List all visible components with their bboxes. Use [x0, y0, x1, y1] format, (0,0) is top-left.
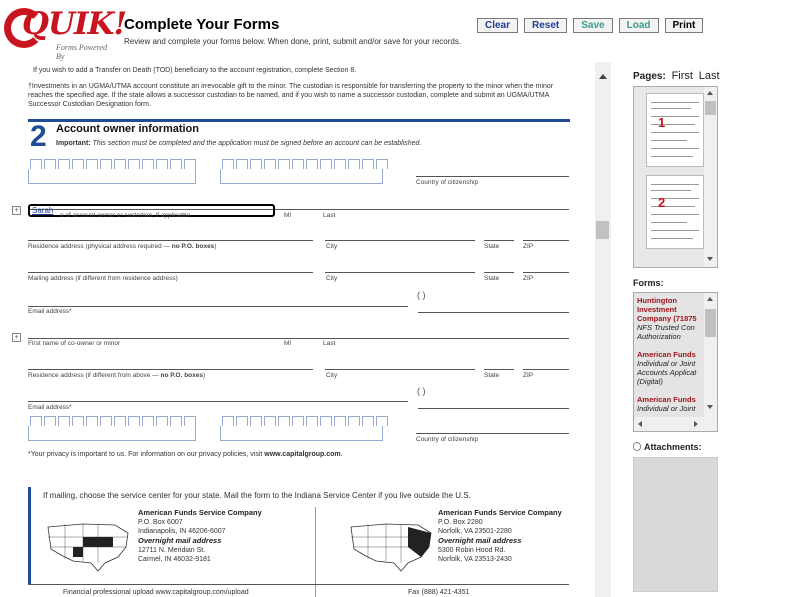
zip-line [523, 240, 569, 241]
citizenship-line-2 [416, 433, 569, 434]
page-1-number: 1 [658, 115, 666, 130]
mailing-box-accent [28, 487, 31, 584]
phone-area-code: ( ) [417, 290, 426, 300]
email2-label: Email address* [28, 404, 72, 411]
us-map-east-icon [346, 519, 436, 574]
mailing-label: Mailing address (if different from residence address) [28, 275, 178, 282]
page-title: Complete Your Forms [124, 16, 280, 33]
page-subtitle: Review and complete your forms below. When done, print, submit and/or save for your records. [124, 37, 462, 46]
section-number: 2 [30, 120, 47, 153]
forms-scroll-up-icon[interactable] [707, 297, 713, 301]
residence-label-bold: no P.O. boxes [171, 243, 215, 250]
important-label: Important: [56, 140, 91, 147]
residence-label-end: ) [214, 243, 217, 250]
left-box: P.O. Box 6007 [138, 519, 183, 526]
quik-logo [0, 2, 127, 61]
indiana-address [138, 508, 262, 564]
top-cut-text: If you wish to add a Transfer on Death (TOD) beneficiary to the account registration, complete Section 8. [33, 67, 357, 74]
mailing-zip-line [523, 272, 569, 273]
expand-owner-toggle[interactable]: + [12, 206, 21, 215]
state-label: State [484, 243, 500, 250]
residence-label [28, 243, 216, 250]
forms-list [633, 292, 718, 432]
ssn-boxes[interactable] [30, 159, 196, 169]
country-citizenship-label: Country of citizenship [416, 179, 479, 186]
attachments-header [633, 442, 702, 452]
mailing-zip-label: ZIP [523, 275, 534, 282]
form-item-1[interactable] [637, 296, 705, 341]
page-thumb-1[interactable] [646, 93, 704, 167]
last-label: Last [323, 212, 336, 219]
state2-line [484, 369, 514, 370]
mailing-line [28, 272, 313, 273]
left-overnight: Overnight mail address [138, 536, 222, 545]
residence2-label-end: ) [203, 372, 206, 379]
phone-line [418, 312, 569, 313]
dob-field[interactable] [220, 169, 383, 184]
residence2-label [28, 372, 205, 379]
section-note-text: This section must be completed and the application must be signed before an account can be established. [90, 140, 422, 147]
email-line [28, 306, 408, 307]
clear-button[interactable]: Clear [477, 18, 518, 33]
thumbs-scroll-down-icon[interactable] [707, 257, 713, 261]
forms-scrollbar[interactable] [704, 293, 717, 417]
logo-text: QUIK! [22, 6, 127, 42]
paperclip-icon [633, 442, 641, 451]
coowner-last-label: Last [323, 340, 336, 347]
expand-coowner-toggle[interactable]: + [12, 333, 21, 342]
privacy-link: www.capitalgroup.com [264, 451, 341, 458]
thumbs-scroll-thumb[interactable] [705, 101, 716, 115]
form-2-desc1: Individual or Joint [637, 359, 696, 368]
zip2-label: ZIP [523, 372, 534, 379]
privacy-end: . [340, 451, 343, 458]
upload-info: Financial professional upload www.capitalgroup.com/upload [63, 589, 249, 596]
residence2-line [28, 369, 313, 370]
thumbs-scroll-up-icon[interactable] [707, 91, 713, 95]
form-1-desc1: NFS Trusted Con [637, 323, 695, 332]
left-company: American Funds Service Company [138, 508, 262, 517]
citizenship-line-1 [416, 176, 569, 177]
scroll-up-icon[interactable] [599, 74, 607, 79]
form-3-name: American Funds [637, 395, 696, 404]
ssn2-field[interactable] [28, 426, 196, 441]
residence-line [28, 240, 313, 241]
us-map-west-icon [43, 519, 133, 574]
right-city: Norfolk, VA 23501-2280 [438, 528, 512, 535]
dob-boxes[interactable] [222, 159, 388, 169]
ssn-field[interactable] [28, 169, 196, 184]
last-page-link[interactable]: Last [698, 70, 720, 82]
mailing-state-label: State [484, 275, 500, 282]
form-1-desc2: Authorization [637, 332, 681, 341]
form-2-desc3: (Digital) [637, 377, 663, 386]
forms-hscrollbar[interactable] [634, 417, 717, 431]
mailing-state-line [484, 272, 514, 273]
forms-scroll-right-icon[interactable] [694, 421, 698, 427]
forms-scroll-down-icon[interactable] [707, 405, 713, 409]
section-title: Account owner information [56, 123, 199, 135]
forms-scroll-thumb[interactable] [705, 309, 716, 337]
mailing-city-line [325, 272, 475, 273]
first-name-label: e of account owner or custodian, if applicable [60, 212, 191, 219]
form-1-name: Huntington Investment Company (71875 [637, 296, 697, 323]
residence2-label-bold: no P.O. boxes [160, 372, 203, 379]
forms-scroll-left-icon[interactable] [638, 421, 642, 427]
page-thumbnails [633, 86, 718, 268]
page-2-number: 2 [658, 195, 666, 210]
coowner-mi-label: MI [284, 340, 292, 347]
right-city2: Norfolk, VA 23513-2430 [438, 556, 512, 563]
right-street: 5300 Robin Hood Rd. [438, 547, 506, 554]
residence-label-text: Residence address (physical address required — [28, 243, 172, 250]
phone2-line [418, 408, 569, 409]
dob2-field[interactable] [220, 426, 383, 441]
thumbnails-scrollbar[interactable] [704, 87, 717, 267]
city-label: City [326, 243, 338, 250]
section-note [56, 140, 421, 147]
section-divider [28, 119, 570, 122]
email2-line [28, 401, 408, 402]
upload-divider [28, 584, 569, 585]
city2-line [325, 369, 475, 370]
attachments-label: Attachments: [644, 442, 702, 452]
left-city2: Carmel, IN 46032-9181 [138, 556, 211, 563]
toolbar [477, 18, 703, 34]
form-page [14, 62, 573, 597]
mailing-instructions: If mailing, choose the service center for your state. Mail the form to the Indiana Service Center if you live outside the U.S. [43, 491, 471, 500]
right-company: American Funds Service Company [438, 508, 562, 517]
mailing-info-box [28, 487, 573, 597]
page-thumb-2[interactable] [646, 175, 704, 249]
print-button[interactable]: Print [665, 18, 704, 33]
zip-label: ZIP [523, 243, 534, 250]
ugma-note: †Investments in an UGMA/UTMA account constitute an irrevocable gift to the minor. The custodian is responsible for transferring the property to the minor when the minor reaches the specified age. If the state allows a successor custodian to be named, and if you wish to name a successor custodian, complete and submit an UGMA/UTMA Successor Custodian Designation form. [28, 83, 554, 108]
dob2-boxes[interactable] [222, 416, 388, 426]
country-citizenship-label-2: Country of citizenship [416, 436, 479, 443]
zip2-line [523, 369, 569, 370]
fax-info: Fax (888) 421-4351 [408, 589, 470, 596]
state-line [484, 240, 514, 241]
form-item-3[interactable] [637, 395, 705, 413]
right-box: P.O. Box 2280 [438, 519, 483, 526]
privacy-text: *Your privacy is important to us. For information on our privacy policies, visit [28, 451, 265, 458]
form-item-2[interactable] [637, 350, 705, 386]
document-scrollbar[interactable] [595, 62, 611, 597]
forms-label: Forms: [633, 278, 664, 288]
coowner-line [28, 338, 569, 339]
coowner-label: First name of co-owner or minor [28, 340, 121, 347]
privacy-note [28, 451, 343, 458]
city-line [325, 240, 475, 241]
form-3-desc1: Individual or Joint [637, 404, 696, 413]
load-button[interactable]: Load [619, 18, 659, 33]
ssn2-boxes[interactable] [30, 416, 196, 426]
form-2-name: American Funds [637, 350, 696, 359]
left-city: Indianapolis, IN 46206-6007 [138, 528, 226, 535]
mailing-city-label: City [326, 275, 338, 282]
right-panel [611, 62, 791, 597]
state2-label: State [484, 372, 500, 379]
mi-label: MI [284, 212, 292, 219]
attachments-box[interactable] [633, 457, 718, 592]
phone2-area-code: ( ) [417, 386, 426, 396]
right-overnight: Overnight mail address [438, 536, 522, 545]
residence2-label-text: Residence address (if different from above — [28, 372, 161, 379]
pages-nav [633, 70, 720, 82]
first-page-link[interactable]: First [671, 70, 693, 82]
left-street: 12711 N. Meridian St. [138, 547, 206, 554]
form-2-desc2: Accounts Applicat [637, 368, 697, 377]
header [0, 0, 791, 62]
scroll-thumb[interactable] [596, 221, 609, 239]
logo-tagline: Forms Powered By [56, 43, 108, 61]
virginia-address [438, 508, 562, 564]
city2-label: City [326, 372, 338, 379]
document-viewer[interactable] [0, 62, 595, 597]
email-label: Email address* [28, 308, 72, 315]
save-button[interactable]: Save [573, 18, 612, 33]
reset-button[interactable]: Reset [524, 18, 567, 33]
pages-label: Pages: [633, 71, 666, 82]
